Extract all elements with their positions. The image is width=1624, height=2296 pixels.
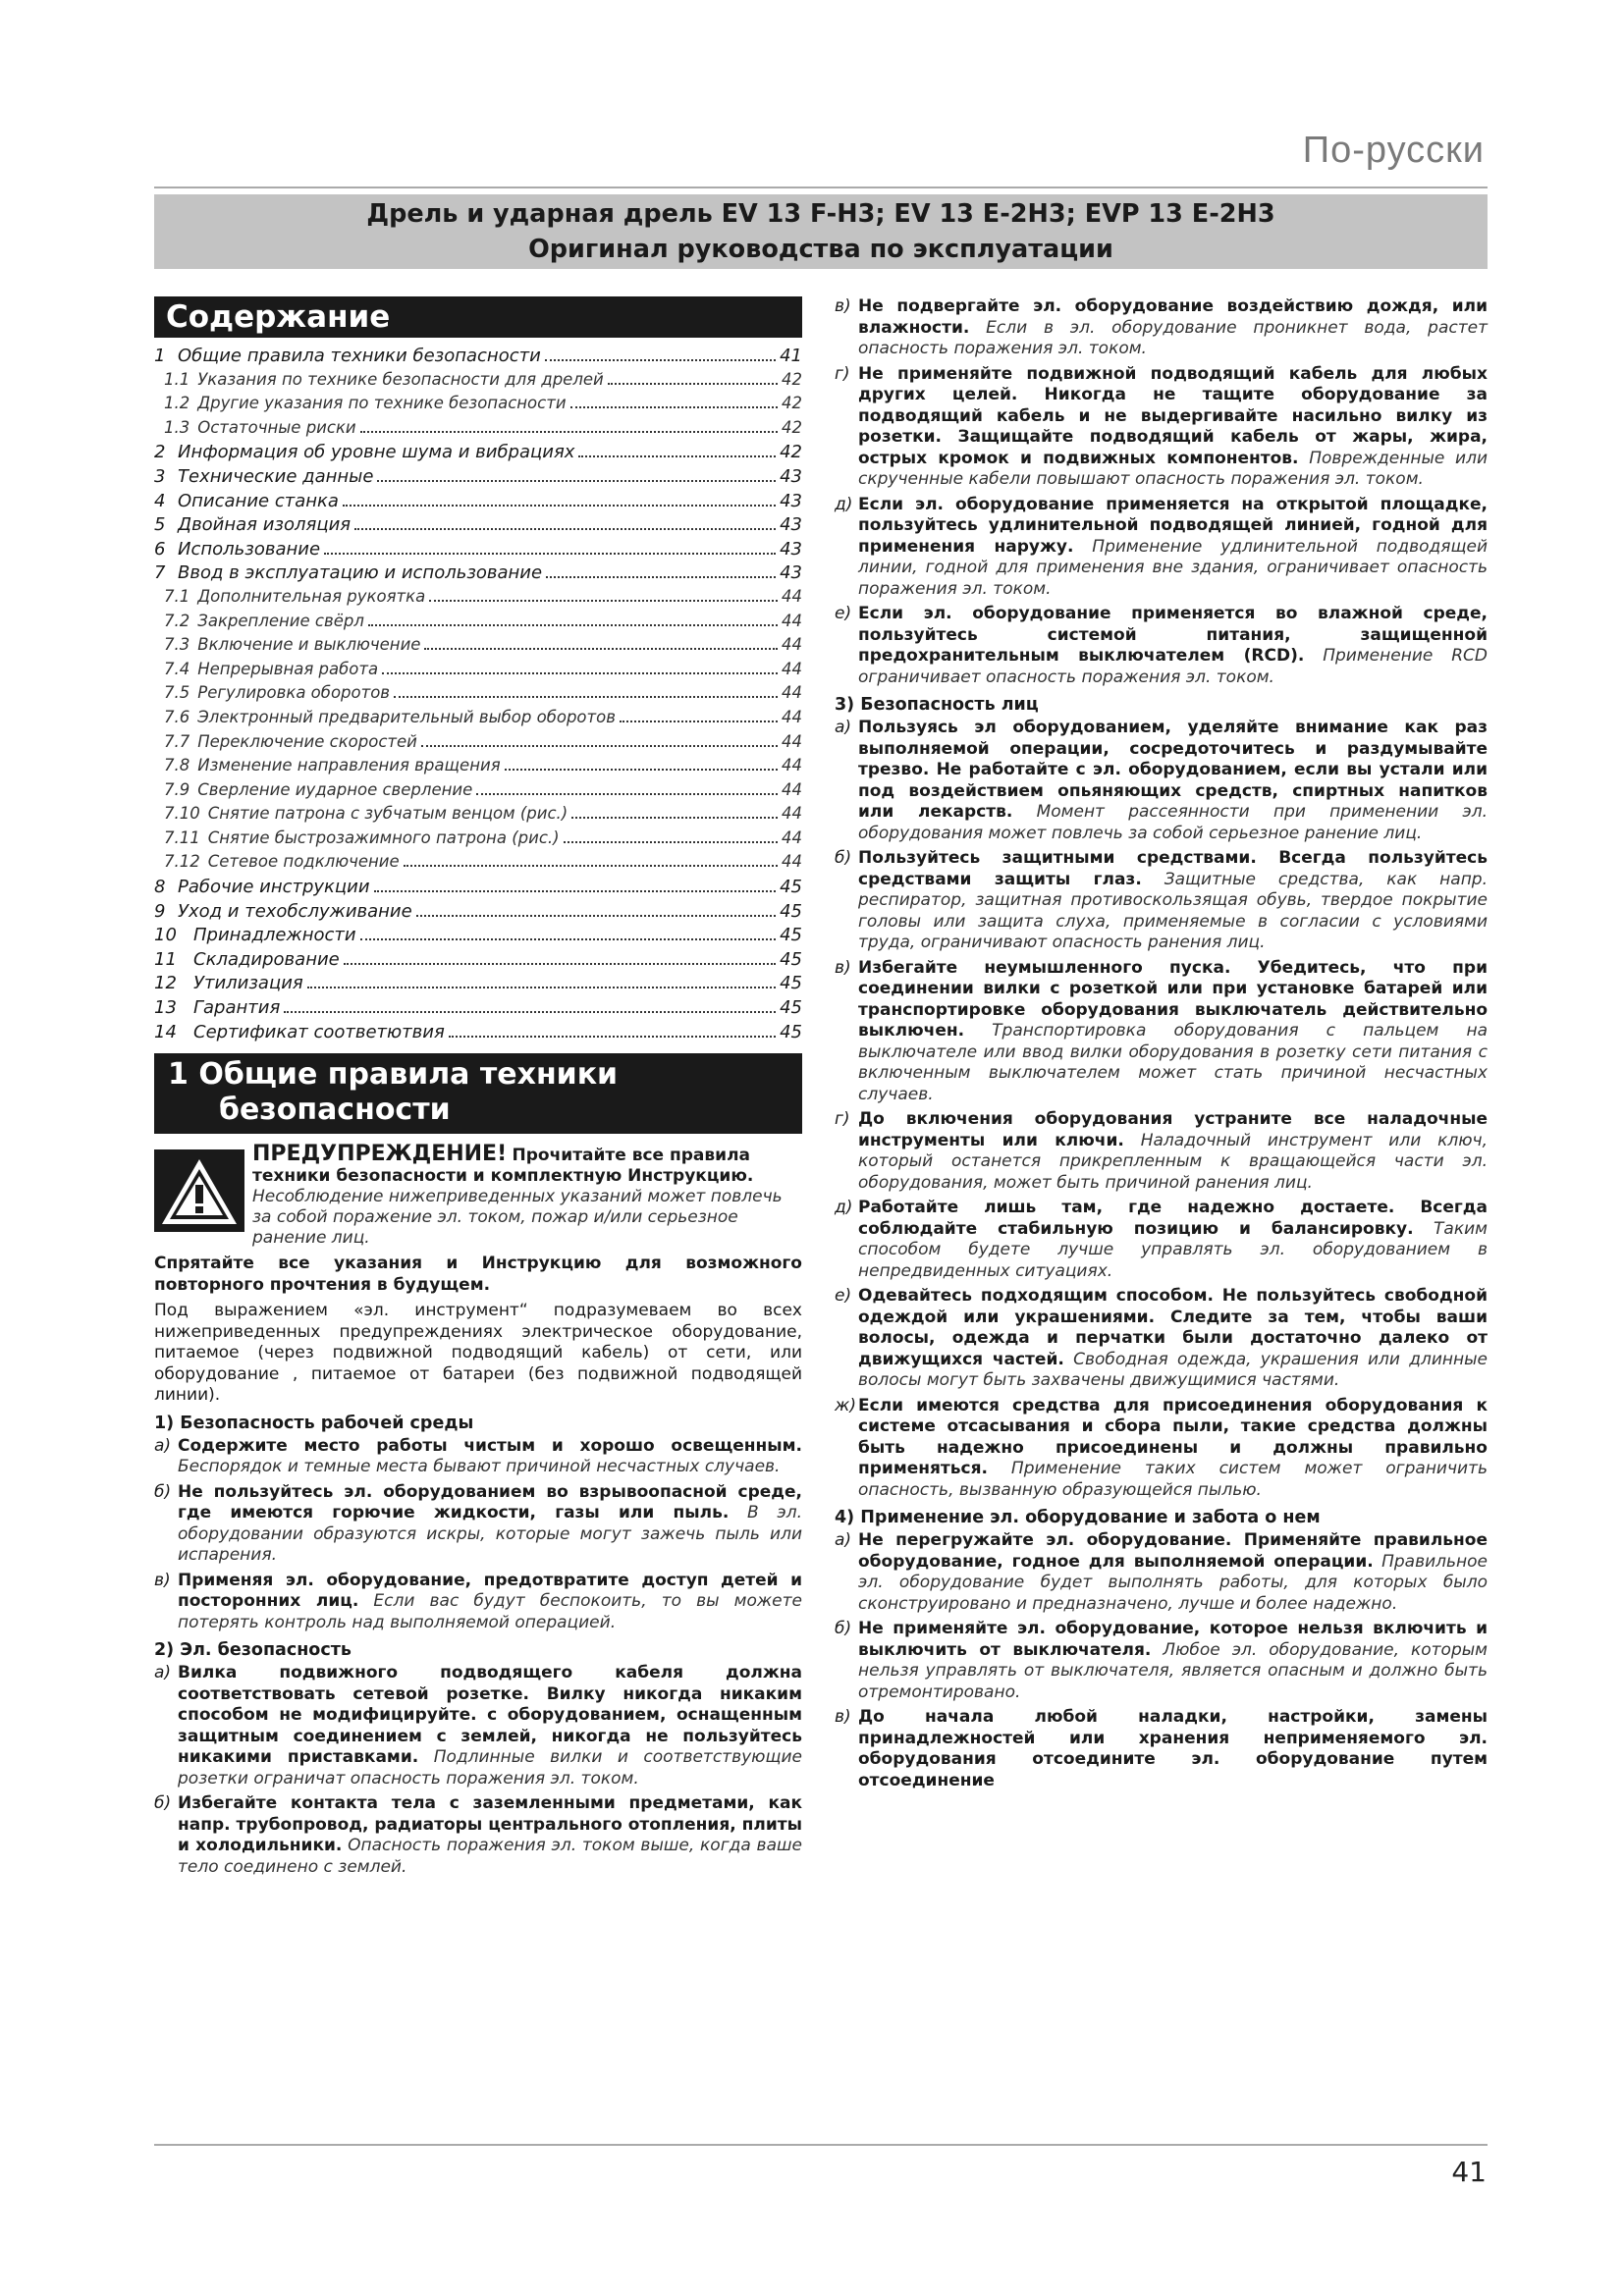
- toc-leader-dots: [354, 528, 776, 530]
- toc-entry-number: 4: [154, 490, 166, 511]
- rule-letter: в): [835, 296, 851, 316]
- rule-letter: a): [835, 718, 852, 737]
- toc-leader-dots: [416, 915, 776, 917]
- rule-item: [154, 1436, 802, 1478]
- rule-text: Не перегружайте эл. оборудование. Применяйте правильное оборудование, годное для выполняемой операции.: [858, 1530, 1488, 1572]
- rule-item: [154, 1571, 802, 1634]
- rule-explanation: Применение удлинительной подводящей линии, годной для применения вне здания, ограничивает опасность поражения эл. током.: [858, 536, 1488, 599]
- toc-entry-page: 43: [780, 490, 802, 511]
- toc-leader-dots: [571, 817, 778, 819]
- toc-entry: [154, 394, 802, 418]
- toc-entry-page: 45: [780, 973, 802, 994]
- toc-entry: [154, 514, 802, 539]
- toc-entry-number: 7: [154, 562, 166, 584]
- rule-item: [835, 1109, 1488, 1194]
- rule-item: [154, 1663, 802, 1789]
- rule-item: [835, 848, 1488, 954]
- rule-text: Вилка подвижного подводящего кабеля должна соответствовать сетевой розетке. Вилку никогда никаким способом не модифицируйте. с оборудованием, оснащенным защитным соединением с землей, никогда не пользуйтесь никакими приставками.: [178, 1663, 802, 1768]
- rule-explanation: Транспортировка оборудования с пальцем на выключателе или ввод вилки оборудования в розетку сети питания с включенным выключателем может стать причиной несчастных случаев.: [858, 1021, 1488, 1104]
- document-title: Дрель и ударная дрель EV 13 F-H3; EV 13 E-2H3; EVP 13 E-2H3: [366, 199, 1275, 229]
- toc-entry: [154, 732, 802, 757]
- footer-rule: [154, 2144, 1488, 2146]
- toc-leader-dots: [429, 600, 778, 602]
- rule-explanation: Если вас будут беспокоить, то вы можете потерять контроль над выполняемой операцией.: [178, 1591, 803, 1632]
- toc-entry-number: 7.12: [164, 852, 200, 872]
- toc-entry-label: Электронный предварительный выбор оборотов: [197, 707, 616, 726]
- toc-leader-dots: [424, 648, 778, 650]
- toc-leader-dots: [307, 987, 776, 988]
- rule-item: [835, 1396, 1488, 1502]
- toc-entry-page: 43: [780, 562, 802, 584]
- toc-leader-dots: [344, 963, 776, 965]
- rule-letter: д): [835, 1198, 853, 1217]
- toc-entry-number: 1.2: [164, 394, 190, 413]
- toc-entry-number: 1.1: [164, 369, 190, 389]
- toc-leader-dots: [343, 505, 776, 507]
- rule-text: Содержите место работы чистым и хорошо освещенным.: [178, 1435, 802, 1456]
- toc-entry-page: 43: [780, 465, 802, 487]
- toc-entry: [154, 1022, 802, 1046]
- rule-explanation: Беспорядок и темные места бывают причиной несчастных случаев.: [178, 1457, 781, 1477]
- rule-item: [154, 1793, 802, 1878]
- right-column: [835, 296, 1488, 1795]
- toc-leader-dots: [360, 938, 777, 940]
- toc-leader-dots: [324, 553, 776, 555]
- toc-entry-label: Ввод в эксплуатацию и использование: [178, 562, 543, 584]
- toc-entry: [154, 756, 802, 780]
- toc-entry-page: 42: [782, 417, 802, 437]
- toc-entry-page: 42: [782, 369, 802, 389]
- toc-entry-page: 44: [782, 707, 802, 726]
- toc-leader-dots: [570, 406, 778, 408]
- rule-text: Пользуясь эл оборудованием, уделяйте внимание как раз выполняемой операции, сосредоточитесь и раздумывайте трезво. Не работайте с эл. оборудованием, если вы устали или под воздействием опьяняющих средств, спиртных напитков или лекарств.: [858, 718, 1488, 822]
- rule-explanation: Применение RCD ограничивает опасность поражения эл. током.: [858, 646, 1489, 687]
- toc-entry-label: Рабочие инструкции: [178, 877, 370, 898]
- rule-item: [835, 296, 1488, 360]
- rule-letter: б): [154, 1793, 172, 1814]
- toc-entry-number: 1.3: [164, 417, 190, 437]
- rule-explanation: Поврежденные или скрученные кабели повышают опасность поражения эл. током.: [858, 448, 1488, 489]
- rule-explanation: Свободная одежда, украшения или длинные волосы могут быть захвачены движущимися частями.: [858, 1349, 1488, 1390]
- rule-text: Если эл. оборудование применяется на открытой площадке, пользуйтесь удлинительной подводящей линией, годной для применения наружу.: [858, 494, 1488, 557]
- toc-entry-page: 45: [780, 1021, 802, 1042]
- rule-text: Не применяйте подвижной подводящий кабель для любых других целей. Никогда не тащите оборудование за подводящий кабель и не выдергивайте насильно вилку из розетки. Защищайте подводящий кабель от жары, жира, острых кромок и подвижных компонентов.: [858, 363, 1488, 468]
- toc-entry-number: 7.8: [164, 756, 190, 775]
- toc-entry-page: 44: [782, 731, 802, 751]
- toc-leader-dots: [360, 431, 778, 433]
- toc-entry-label: Указания по технике безопасности для дрелей: [197, 369, 604, 389]
- toc-leader-dots: [284, 1011, 776, 1013]
- rule-text: Не подвергайте эл. оборудование воздействию дождя, или влажности.: [858, 296, 1488, 338]
- toc-entry-page: 45: [780, 948, 802, 970]
- toc-entry: [154, 852, 802, 877]
- rule-letter: a): [154, 1663, 172, 1683]
- toc-entry-label: Принадлежности: [193, 925, 356, 946]
- rule-text: Избегайте контакта тела с заземленными предметами, как напр. трубопровод, радиаторы центрального отопления, плиты и холодильники.: [178, 1793, 802, 1856]
- left-column: [154, 296, 802, 1882]
- rule-letter: е): [835, 1286, 852, 1306]
- toc-entry-page: 44: [782, 779, 802, 799]
- toc-entry-number: 7.9: [164, 779, 190, 799]
- toc-entry: [154, 997, 802, 1022]
- rule-item: [835, 604, 1488, 688]
- toc-entry: [154, 612, 802, 636]
- warning-italic-text: Несоблюдение нижеприведенных указаний может повлечь за собой поражение эл. током, пожар и/или серьезное ранение лиц.: [252, 1187, 783, 1249]
- toc-entry: [154, 877, 802, 901]
- toc-leader-dots: [505, 769, 778, 771]
- document-subtitle: Оригинал руководства по эксплуатации: [528, 235, 1113, 264]
- rule-item: [835, 364, 1488, 491]
- toc-entry-label: Закрепление свёрл: [197, 611, 364, 630]
- rule-item: [835, 1619, 1488, 1703]
- toc-leader-dots: [394, 696, 778, 698]
- toc-entry-number: 12: [154, 973, 177, 994]
- toc-entry: [154, 683, 802, 708]
- rule-explanation: Наладочный инструмент или ключ, который останется прикрепленным к вращающейся части эл. оборудования, может быть причиной ранения лиц.: [858, 1130, 1489, 1193]
- toc-entry-label: Складирование: [193, 948, 340, 970]
- toc-entry-label: Изменение направления вращения: [197, 756, 501, 775]
- rule-text: Пользуйтесь защитными средствами. Всегда пользуйтесь средствами защиты глаз.: [858, 848, 1488, 889]
- rule-letter: в): [154, 1570, 171, 1590]
- toc-entry-page: 44: [782, 683, 802, 703]
- rule-letter: a): [154, 1435, 172, 1456]
- toc-entry-number: 7.10: [164, 804, 200, 824]
- toc-entry: [154, 708, 802, 732]
- rule-text: Если имеются средства для присоединения оборудования к системе отсасывания и сбора пыли, такие средства должны быть надежно присоединены и должны правильно применяться.: [858, 1395, 1488, 1478]
- toc-entry-page: 42: [782, 394, 802, 413]
- toc-leader-dots: [608, 383, 778, 385]
- toc-entry: [154, 949, 802, 974]
- tool-use-list: [835, 1530, 1488, 1791]
- warning-bold-text: Прочитайте все правила техники безопасности и комплектную Инструкцию.: [252, 1146, 754, 1187]
- toc-entry-label: Включение и выключение: [197, 635, 421, 655]
- toc-entry-label: Использование: [178, 538, 321, 560]
- rule-letter: в): [835, 957, 851, 978]
- toc-entry-page: 44: [782, 756, 802, 775]
- toc-entry: [154, 346, 802, 370]
- toc-entry-number: 13: [154, 997, 177, 1019]
- toc-entry-label: Утилизация: [193, 973, 303, 994]
- page-number: 41: [1451, 2156, 1487, 2188]
- toc-entry-number: 9: [154, 900, 166, 922]
- toc-entry-number: 1: [154, 346, 166, 366]
- personal-safety-heading: 3) Безопасность лиц: [835, 695, 1039, 715]
- toc-entry-label: Двойная изоляция: [178, 514, 352, 536]
- rule-letter: б): [154, 1481, 172, 1502]
- electrical-safety-list-left: [154, 1663, 802, 1878]
- section-1-heading-line2: безопасности: [219, 1093, 451, 1128]
- rule-letter: a): [835, 1530, 852, 1550]
- rule-item: [835, 1198, 1488, 1282]
- toc-entry: [154, 562, 802, 587]
- toc-entry-label: Непрерывная работа: [197, 659, 379, 678]
- toc-entry: [154, 539, 802, 563]
- toc-entry-number: 2: [154, 442, 166, 463]
- toc-entry-label: Другие указания по технике безопасности: [197, 394, 567, 413]
- toc-leader-dots: [368, 624, 778, 626]
- toc-leader-dots: [620, 721, 778, 722]
- rule-text: До начала любой наладки, настройки, замены принадлежностей или хранения неприменяемого эл. оборудования отсоедините эл. оборудование путем отсоединение: [858, 1707, 1488, 1790]
- workplace-safety-list: [154, 1436, 802, 1634]
- rule-text: Применяя эл. оборудование, предотвратите доступ детей и посторонних лиц.: [178, 1570, 802, 1612]
- toc-entry-page: 45: [780, 877, 802, 898]
- rule-letter: в): [835, 1707, 851, 1727]
- rule-text: Если эл. оборудование применяется во влажной среде, пользуйтесь системой питания, защищенной предохранительным выключателем (RCD).: [858, 604, 1488, 666]
- toc-entry-label: Сертификат соответютвия: [193, 1021, 445, 1042]
- toc-leader-dots: [564, 841, 778, 843]
- toc-entry-page: 44: [782, 635, 802, 655]
- toc-entry-label: Технические данные: [178, 465, 374, 487]
- rule-item: [835, 1707, 1488, 1791]
- rule-item: [835, 718, 1488, 844]
- toc-entry-page: 44: [782, 852, 802, 872]
- toc-entry-page: 45: [780, 997, 802, 1019]
- toc-entry-label: Регулировка оборотов: [197, 683, 391, 703]
- warning-triangle-icon: [154, 1149, 244, 1232]
- toc-entry-number: 7.4: [164, 659, 190, 678]
- rule-text: Одевайтесь подходящим способом. Не пользуйтесь свободной одеждой или украшениями. Следите за тем, чтобы ваши волосы, одежда и перчатки были достаточно далеко от движущихся частей.: [858, 1286, 1488, 1369]
- toc-entry-page: 44: [782, 586, 802, 606]
- toc-entry-page: 43: [780, 538, 802, 560]
- toc-entry-number: 7.2: [164, 611, 190, 630]
- toc-heading: Содержание: [154, 296, 802, 338]
- rule-explanation: Если в эл. оборудование проникнет вода, растет опасность поражения эл. током.: [858, 317, 1488, 358]
- toc-entry-number: 7.7: [164, 731, 190, 751]
- rule-letter: г): [835, 363, 850, 384]
- rule-letter: б): [835, 1619, 852, 1638]
- rule-letter: б): [835, 848, 852, 868]
- toc-entry-number: 3: [154, 465, 166, 487]
- rule-text: Не применяйте эл. оборудование, которое нельзя включить и выключить от выключателя.: [858, 1619, 1488, 1660]
- toc-entry: [154, 466, 802, 491]
- toc-leader-dots: [449, 1036, 776, 1038]
- rule-explanation: Подлинные вилки и соответствующие розетки ограничат опасность поражения эл. током.: [178, 1747, 802, 1789]
- rule-item: [835, 1286, 1488, 1392]
- rule-item: [835, 958, 1488, 1106]
- warning-block: [154, 1144, 802, 1249]
- toc-leader-dots: [377, 480, 776, 482]
- toc-entry: [154, 828, 802, 853]
- rule-item: [154, 1482, 802, 1567]
- toc-entry-page: 44: [782, 828, 802, 847]
- toc-entry-number: 11: [154, 948, 177, 970]
- electrical-safety-list-right: [835, 296, 1488, 688]
- toc-entry: [154, 973, 802, 997]
- rule-letter: ж): [835, 1395, 856, 1415]
- toc-entry-label: Дополнительная рукоятка: [197, 586, 426, 606]
- definition-paragraph: Под выражением «эл. инструмент“ подразумеваем во всех нижеприведенных предупреждениях электрическое оборудование, питаемое (через подвижной подводящий кабель) от сети, или оборудование , питаемое от батареи (без подвижной подводящей линии).: [154, 1301, 802, 1406]
- toc-entry-label: Остаточные риски: [197, 417, 356, 437]
- section-1-heading: [154, 1053, 802, 1134]
- toc-entry-page: 44: [782, 804, 802, 824]
- personal-safety-list: [835, 718, 1488, 1501]
- rule-text: Не пользуйтесь эл. оборудованием во взрывоопасной среде, где имеются горючие жидкости, газы или пыль.: [178, 1481, 802, 1523]
- toc-entry-number: 7.6: [164, 707, 190, 726]
- rule-explanation: Правильное эл. оборудование будет выполнять работы, для которых было сконструировано и предназначено, лучше и более надежно.: [858, 1551, 1488, 1614]
- toc-leader-dots: [421, 745, 778, 747]
- rule-text: Избегайте неумышленного пуска. Убедитесь, что при соединении вилки с розеткой или при установке батарей или транспортировке оборудования выключатель действительно выключен.: [858, 957, 1488, 1041]
- toc-entry-page: 45: [780, 900, 802, 922]
- rule-explanation: Любое эл. оборудование, которым нельзя управлять от выключателя, является опасным и должно быть отремонтировано.: [858, 1639, 1488, 1702]
- toc-entry-number: 7.1: [164, 586, 190, 606]
- toc-entry-page: 41: [780, 346, 802, 366]
- header-rule: [154, 187, 1488, 188]
- toc-leader-dots: [476, 793, 778, 795]
- toc-leader-dots: [382, 672, 778, 674]
- toc-entry: [154, 635, 802, 660]
- toc-entry-label: Переключение скоростей: [197, 731, 417, 751]
- tool-use-heading: 4) Применение эл. оборудование и забота о нем: [835, 1508, 1321, 1527]
- rule-explanation: Таким способом будете лучше управлять эл. оборудованием в непредвиденных ситуациях.: [858, 1218, 1488, 1281]
- rule-item: [835, 495, 1488, 601]
- section-1-heading-line1: 1 Общие правила техники: [168, 1057, 619, 1093]
- toc-entry-label: Уход и техобслуживание: [178, 900, 412, 922]
- toc-entry: [154, 442, 802, 466]
- keep-instructions-note: Спрятайте все указания и Инструкцию для возможного повторного прочтения в будущем.: [154, 1254, 802, 1295]
- toc-entry-label: Снятие быстрозажимного патрона (рис.): [207, 828, 560, 847]
- rule-item: [835, 1530, 1488, 1615]
- toc-entry-label: Сетевое подключение: [207, 852, 400, 872]
- toc-entry-number: 5: [154, 514, 166, 536]
- electrical-safety-heading: 2) Эл. безопасность: [154, 1640, 352, 1661]
- toc-entry: [154, 491, 802, 515]
- toc-leader-dots: [546, 576, 776, 578]
- toc-leader-dots: [374, 890, 777, 892]
- workplace-safety-heading: 1) Безопасность рабочей среды: [154, 1413, 474, 1433]
- toc-entry-page: 45: [780, 925, 802, 946]
- toc-entry-number: 6: [154, 538, 166, 560]
- toc-entry-label: Сверление иударное сверление: [197, 779, 473, 799]
- toc-leader-dots: [578, 455, 776, 457]
- toc-entry-number: 7.11: [164, 828, 200, 847]
- rule-explanation: Опасность поражения эл. током выше, когда ваше тело соединено с землей.: [178, 1836, 802, 1877]
- rule-explanation: В эл. оборудовании образуются искры, которые могут зажечь пыль или испарения.: [178, 1503, 803, 1566]
- rule-text: До включения оборудования устраните все наладочные инструменты или ключи.: [858, 1109, 1488, 1150]
- toc-entry: [154, 660, 802, 684]
- toc-entry: [154, 804, 802, 828]
- rule-explanation: Момент рассеянности при применении эл. оборудования может повлечь за собой серьезное ранение лиц.: [858, 802, 1489, 843]
- rule-letter: г): [835, 1109, 850, 1129]
- toc-entry: [154, 925, 802, 949]
- toc-entry-label: Гарантия: [193, 997, 281, 1019]
- rule-letter: е): [835, 604, 852, 623]
- language-label: По-русски: [1302, 130, 1485, 171]
- toc-entry-page: 42: [780, 442, 802, 463]
- toc-leader-dots: [404, 865, 778, 867]
- toc-entry-label: Снятие патрона с зубчатым венцом (рис.): [207, 804, 568, 824]
- toc-entry-number: 10: [154, 925, 177, 946]
- toc-entry-label: Общие правила техники безопасности: [178, 346, 541, 366]
- toc-entry-label: Информация об уровне шума и вибрациях: [178, 442, 575, 463]
- toc-entry: [154, 418, 802, 443]
- toc-entry-label: Описание станка: [178, 490, 339, 511]
- toc-entry-number: 7.5: [164, 683, 190, 703]
- toc-entry-number: 14: [154, 1021, 177, 1042]
- rule-text: Работайте лишь там, где надежно достаете. Всегда соблюдайте стабильную позицию и балансировку.: [858, 1198, 1488, 1239]
- table-of-contents: [154, 346, 802, 1045]
- toc-entry: [154, 901, 802, 926]
- document-title-box: [154, 194, 1488, 269]
- toc-entry-page: 44: [782, 611, 802, 630]
- toc-entry: [154, 587, 802, 612]
- toc-entry: [154, 780, 802, 805]
- rule-explanation: Применение таких систем может ограничить опасность, вызванную образующейся пылью.: [858, 1459, 1488, 1500]
- toc-entry-number: 8: [154, 877, 166, 898]
- toc-entry-page: 44: [782, 659, 802, 678]
- toc-entry-number: 7.3: [164, 635, 190, 655]
- toc-leader-dots: [545, 359, 776, 361]
- toc-entry-page: 43: [780, 514, 802, 536]
- rule-letter: д): [835, 494, 853, 514]
- warning-title: ПРЕДУПРЕЖДЕНИЕ!: [252, 1142, 508, 1167]
- rule-explanation: Защитные средства, как напр. респиратор, защитная противоскользящая обувь, твердое покрытие головы или защита слуха, применяемые в согласии с условиями труда, ограничивают опасность ранения лиц.: [858, 869, 1489, 952]
- toc-entry: [154, 370, 802, 395]
